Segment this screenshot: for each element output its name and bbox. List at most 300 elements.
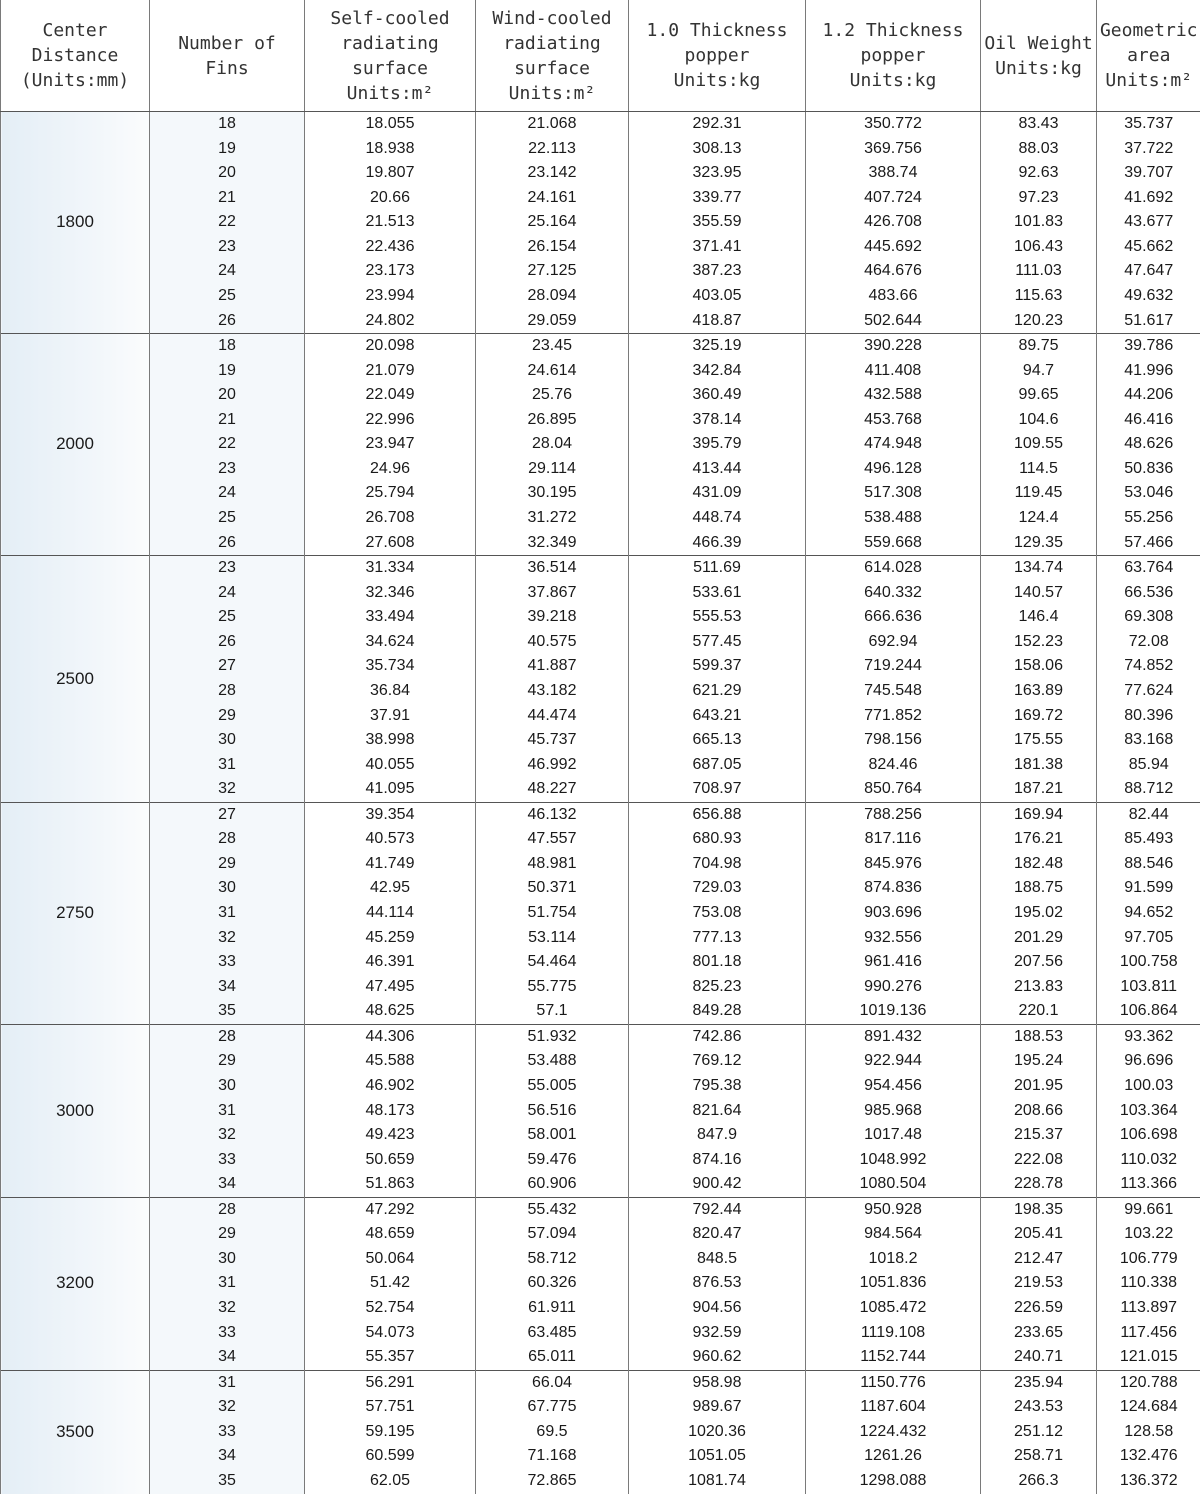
geometric-area-cell: 91.599	[1097, 876, 1200, 901]
oil-weight-cell: 219.53	[981, 1271, 1097, 1296]
oil-weight-cell: 226.59	[981, 1296, 1097, 1321]
table-row	[1, 161, 1200, 186]
table-row	[1, 137, 1200, 162]
thickness-1-0-cell: 680.93	[629, 827, 806, 852]
thickness-1-2-cell: 874.836	[806, 876, 981, 901]
oil-weight-cell: 176.21	[981, 827, 1097, 852]
thickness-1-0-cell: 360.49	[629, 383, 806, 408]
wind-cooled-cell: 24.161	[476, 186, 629, 211]
self-cooled-cell: 57.751	[305, 1395, 476, 1420]
oil-weight-cell: 140.57	[981, 581, 1097, 606]
fins-cell: 33	[150, 1148, 305, 1173]
thickness-1-0-cell: 387.23	[629, 259, 806, 284]
wind-cooled-cell: 27.125	[476, 259, 629, 284]
self-cooled-cell: 51.42	[305, 1271, 476, 1296]
center-distance-cell: 3000	[1, 1024, 150, 1197]
table-row	[1, 630, 1200, 655]
thickness-1-0-cell: 801.18	[629, 950, 806, 975]
fins-cell: 31	[150, 1370, 305, 1395]
self-cooled-cell: 60.599	[305, 1444, 476, 1469]
wind-cooled-cell: 53.488	[476, 1049, 629, 1074]
oil-weight-cell: 188.53	[981, 1024, 1097, 1049]
oil-weight-cell: 243.53	[981, 1395, 1097, 1420]
oil-weight-cell: 258.71	[981, 1444, 1097, 1469]
self-cooled-cell: 44.114	[305, 901, 476, 926]
geometric-area-cell: 51.617	[1097, 309, 1200, 334]
thickness-1-2-cell: 666.636	[806, 605, 981, 630]
self-cooled-cell: 45.588	[305, 1049, 476, 1074]
wind-cooled-cell: 63.485	[476, 1321, 629, 1346]
oil-weight-cell: 88.03	[981, 137, 1097, 162]
table-row	[1, 679, 1200, 704]
fins-cell: 32	[150, 1123, 305, 1148]
oil-weight-cell: 109.55	[981, 432, 1097, 457]
oil-weight-cell: 97.23	[981, 186, 1097, 211]
geometric-area-cell: 53.046	[1097, 481, 1200, 506]
self-cooled-cell: 38.998	[305, 728, 476, 753]
thickness-1-0-cell: 932.59	[629, 1321, 806, 1346]
wind-cooled-cell: 55.775	[476, 975, 629, 1000]
geometric-area-cell: 45.662	[1097, 235, 1200, 260]
thickness-1-2-cell: 432.588	[806, 383, 981, 408]
geometric-area-cell: 50.836	[1097, 457, 1200, 482]
table-row	[1, 284, 1200, 309]
table-row	[1, 1370, 1200, 1395]
wind-cooled-cell: 57.1	[476, 999, 629, 1024]
thickness-1-0-cell: 753.08	[629, 901, 806, 926]
thickness-1-0-cell: 729.03	[629, 876, 806, 901]
thickness-1-0-cell: 777.13	[629, 926, 806, 951]
thickness-1-0-cell: 323.95	[629, 161, 806, 186]
oil-weight-cell: 182.48	[981, 852, 1097, 877]
fins-cell: 26	[150, 309, 305, 334]
thickness-1-0-cell: 292.31	[629, 112, 806, 137]
thickness-1-0-cell: 339.77	[629, 186, 806, 211]
thickness-1-0-cell: 555.53	[629, 605, 806, 630]
wind-cooled-cell: 25.164	[476, 210, 629, 235]
fins-cell: 31	[150, 753, 305, 778]
self-cooled-cell: 59.195	[305, 1420, 476, 1445]
fins-cell: 28	[150, 1197, 305, 1222]
oil-weight-cell: 158.06	[981, 654, 1097, 679]
thickness-1-2-cell: 922.944	[806, 1049, 981, 1074]
fins-cell: 28	[150, 679, 305, 704]
thickness-1-0-cell: 342.84	[629, 359, 806, 384]
thickness-1-2-cell: 985.968	[806, 1099, 981, 1124]
table-row	[1, 728, 1200, 753]
thickness-1-0-cell: 825.23	[629, 975, 806, 1000]
table-row	[1, 704, 1200, 729]
geometric-area-cell: 117.456	[1097, 1321, 1200, 1346]
oil-weight-cell: 195.24	[981, 1049, 1097, 1074]
self-cooled-cell: 25.794	[305, 481, 476, 506]
thickness-1-2-cell: 1119.108	[806, 1321, 981, 1346]
geometric-area-cell: 74.852	[1097, 654, 1200, 679]
fins-cell: 33	[150, 1321, 305, 1346]
header-1-0-thickness: 1.0 Thickness popper Units:kg	[629, 0, 806, 112]
thickness-1-2-cell: 1261.26	[806, 1444, 981, 1469]
self-cooled-cell: 40.573	[305, 827, 476, 852]
table-row	[1, 1247, 1200, 1272]
fins-cell: 22	[150, 432, 305, 457]
oil-weight-cell: 187.21	[981, 777, 1097, 802]
center-distance-cell: 2750	[1, 802, 150, 1024]
thickness-1-0-cell: 1081.74	[629, 1469, 806, 1494]
thickness-1-2-cell: 411.408	[806, 359, 981, 384]
self-cooled-cell: 48.625	[305, 999, 476, 1024]
fins-cell: 25	[150, 506, 305, 531]
fins-cell: 34	[150, 975, 305, 1000]
wind-cooled-cell: 51.932	[476, 1024, 629, 1049]
oil-weight-cell: 233.65	[981, 1321, 1097, 1346]
self-cooled-cell: 48.173	[305, 1099, 476, 1124]
fins-cell: 18	[150, 334, 305, 359]
oil-weight-cell: 101.83	[981, 210, 1097, 235]
thickness-1-2-cell: 614.028	[806, 556, 981, 581]
self-cooled-cell: 44.306	[305, 1024, 476, 1049]
wind-cooled-cell: 67.775	[476, 1395, 629, 1420]
self-cooled-cell: 52.754	[305, 1296, 476, 1321]
thickness-1-2-cell: 407.724	[806, 186, 981, 211]
oil-weight-cell: 120.23	[981, 309, 1097, 334]
geometric-area-cell: 88.546	[1097, 852, 1200, 877]
oil-weight-cell: 104.6	[981, 408, 1097, 433]
self-cooled-cell: 23.994	[305, 284, 476, 309]
oil-weight-cell: 119.45	[981, 481, 1097, 506]
self-cooled-cell: 50.064	[305, 1247, 476, 1272]
oil-weight-cell: 207.56	[981, 950, 1097, 975]
wind-cooled-cell: 45.737	[476, 728, 629, 753]
geometric-area-cell: 124.684	[1097, 1395, 1200, 1420]
wind-cooled-cell: 66.04	[476, 1370, 629, 1395]
header-self-cooled-surface: Self-cooled radiating surface Units:m²	[305, 0, 476, 112]
self-cooled-cell: 45.259	[305, 926, 476, 951]
geometric-area-cell: 106.698	[1097, 1123, 1200, 1148]
thickness-1-0-cell: 413.44	[629, 457, 806, 482]
oil-weight-cell: 266.3	[981, 1469, 1097, 1494]
fins-cell: 26	[150, 531, 305, 556]
table-row	[1, 531, 1200, 556]
table-row	[1, 1074, 1200, 1099]
thickness-1-2-cell: 1018.2	[806, 1247, 981, 1272]
geometric-area-cell: 113.897	[1097, 1296, 1200, 1321]
geometric-area-cell: 103.364	[1097, 1099, 1200, 1124]
fins-cell: 29	[150, 1222, 305, 1247]
table-row	[1, 926, 1200, 951]
thickness-1-2-cell: 824.46	[806, 753, 981, 778]
oil-weight-cell: 152.23	[981, 630, 1097, 655]
geometric-area-cell: 88.712	[1097, 777, 1200, 802]
fins-cell: 33	[150, 950, 305, 975]
fins-cell: 34	[150, 1172, 305, 1197]
thickness-1-0-cell: 876.53	[629, 1271, 806, 1296]
thickness-1-0-cell: 665.13	[629, 728, 806, 753]
thickness-1-0-cell: 371.41	[629, 235, 806, 260]
thickness-1-2-cell: 496.128	[806, 457, 981, 482]
thickness-1-0-cell: 355.59	[629, 210, 806, 235]
self-cooled-cell: 36.84	[305, 679, 476, 704]
wind-cooled-cell: 37.867	[476, 581, 629, 606]
geometric-area-cell: 41.692	[1097, 186, 1200, 211]
oil-weight-cell: 220.1	[981, 999, 1097, 1024]
thickness-1-0-cell: 395.79	[629, 432, 806, 457]
thickness-1-0-cell: 821.64	[629, 1099, 806, 1124]
wind-cooled-cell: 71.168	[476, 1444, 629, 1469]
geometric-area-cell: 39.707	[1097, 161, 1200, 186]
fins-cell: 30	[150, 728, 305, 753]
fins-cell: 24	[150, 259, 305, 284]
fins-cell: 24	[150, 481, 305, 506]
geometric-area-cell: 44.206	[1097, 383, 1200, 408]
wind-cooled-cell: 54.464	[476, 950, 629, 975]
fins-cell: 22	[150, 210, 305, 235]
table-row	[1, 1345, 1200, 1370]
table-row	[1, 950, 1200, 975]
wind-cooled-cell: 58.712	[476, 1247, 629, 1272]
table-row	[1, 334, 1200, 359]
wind-cooled-cell: 53.114	[476, 926, 629, 951]
oil-weight-cell: 208.66	[981, 1099, 1097, 1124]
wind-cooled-cell: 36.514	[476, 556, 629, 581]
center-distance-cell: 3200	[1, 1197, 150, 1370]
self-cooled-cell: 47.495	[305, 975, 476, 1000]
table-row	[1, 876, 1200, 901]
wind-cooled-cell: 26.895	[476, 408, 629, 433]
thickness-1-0-cell: 820.47	[629, 1222, 806, 1247]
fins-cell: 27	[150, 654, 305, 679]
thickness-1-0-cell: 792.44	[629, 1197, 806, 1222]
fins-cell: 18	[150, 112, 305, 137]
table-row	[1, 1321, 1200, 1346]
thickness-1-0-cell: 643.21	[629, 704, 806, 729]
fins-cell: 30	[150, 1247, 305, 1272]
geometric-area-cell: 46.416	[1097, 408, 1200, 433]
geometric-area-cell: 77.624	[1097, 679, 1200, 704]
fins-cell: 31	[150, 1271, 305, 1296]
geometric-area-cell: 94.652	[1097, 901, 1200, 926]
self-cooled-cell: 21.079	[305, 359, 476, 384]
thickness-1-0-cell: 533.61	[629, 581, 806, 606]
self-cooled-cell: 34.624	[305, 630, 476, 655]
wind-cooled-cell: 28.094	[476, 284, 629, 309]
thickness-1-0-cell: 418.87	[629, 309, 806, 334]
geometric-area-cell: 113.366	[1097, 1172, 1200, 1197]
center-distance-cell: 2000	[1, 334, 150, 556]
oil-weight-cell: 106.43	[981, 235, 1097, 260]
oil-weight-cell: 222.08	[981, 1148, 1097, 1173]
oil-weight-cell: 201.95	[981, 1074, 1097, 1099]
geometric-area-cell: 128.58	[1097, 1420, 1200, 1445]
fins-cell: 19	[150, 137, 305, 162]
fins-cell: 29	[150, 704, 305, 729]
thickness-1-0-cell: 958.98	[629, 1370, 806, 1395]
oil-weight-cell: 228.78	[981, 1172, 1097, 1197]
geometric-area-cell: 85.493	[1097, 827, 1200, 852]
thickness-1-0-cell: 847.9	[629, 1123, 806, 1148]
geometric-area-cell: 120.788	[1097, 1370, 1200, 1395]
thickness-1-2-cell: 369.756	[806, 137, 981, 162]
thickness-1-2-cell: 559.668	[806, 531, 981, 556]
fins-cell: 28	[150, 1024, 305, 1049]
thickness-1-2-cell: 350.772	[806, 112, 981, 137]
self-cooled-cell: 39.354	[305, 802, 476, 827]
geometric-area-cell: 49.632	[1097, 284, 1200, 309]
self-cooled-cell: 22.996	[305, 408, 476, 433]
table-row	[1, 259, 1200, 284]
self-cooled-cell: 21.513	[305, 210, 476, 235]
thickness-1-2-cell: 445.692	[806, 235, 981, 260]
wind-cooled-cell: 55.432	[476, 1197, 629, 1222]
thickness-1-2-cell: 788.256	[806, 802, 981, 827]
thickness-1-0-cell: 708.97	[629, 777, 806, 802]
self-cooled-cell: 19.807	[305, 161, 476, 186]
wind-cooled-cell: 31.272	[476, 506, 629, 531]
wind-cooled-cell: 57.094	[476, 1222, 629, 1247]
geometric-area-cell: 72.08	[1097, 630, 1200, 655]
self-cooled-cell: 42.95	[305, 876, 476, 901]
thickness-1-2-cell: 517.308	[806, 481, 981, 506]
table-row	[1, 186, 1200, 211]
table-row	[1, 581, 1200, 606]
thickness-1-0-cell: 621.29	[629, 679, 806, 704]
fins-cell: 23	[150, 556, 305, 581]
header-oil-weight: Oil Weight Units:kg	[981, 0, 1097, 112]
self-cooled-cell: 27.608	[305, 531, 476, 556]
header-number-of-fins: Number of Fins	[150, 0, 305, 112]
thickness-1-2-cell: 1019.136	[806, 999, 981, 1024]
wind-cooled-cell: 28.04	[476, 432, 629, 457]
thickness-1-2-cell: 692.94	[806, 630, 981, 655]
thickness-1-2-cell: 891.432	[806, 1024, 981, 1049]
fins-cell: 24	[150, 581, 305, 606]
thickness-1-2-cell: 464.676	[806, 259, 981, 284]
thickness-1-2-cell: 954.456	[806, 1074, 981, 1099]
thickness-1-0-cell: 989.67	[629, 1395, 806, 1420]
wind-cooled-cell: 60.906	[476, 1172, 629, 1197]
thickness-1-2-cell: 961.416	[806, 950, 981, 975]
geometric-area-cell: 47.647	[1097, 259, 1200, 284]
thickness-1-2-cell: 798.156	[806, 728, 981, 753]
self-cooled-cell: 54.073	[305, 1321, 476, 1346]
self-cooled-cell: 33.494	[305, 605, 476, 630]
table-row	[1, 999, 1200, 1024]
thickness-1-2-cell: 850.764	[806, 777, 981, 802]
oil-weight-cell: 99.65	[981, 383, 1097, 408]
table-row	[1, 383, 1200, 408]
self-cooled-cell: 41.095	[305, 777, 476, 802]
self-cooled-cell: 24.802	[305, 309, 476, 334]
geometric-area-cell: 66.536	[1097, 581, 1200, 606]
header-1-2-thickness: 1.2 Thickness popper Units:kg	[806, 0, 981, 112]
oil-weight-cell: 201.29	[981, 926, 1097, 951]
fins-cell: 34	[150, 1444, 305, 1469]
table-row	[1, 827, 1200, 852]
oil-weight-cell: 212.47	[981, 1247, 1097, 1272]
self-cooled-cell: 32.346	[305, 581, 476, 606]
self-cooled-cell: 22.049	[305, 383, 476, 408]
wind-cooled-cell: 32.349	[476, 531, 629, 556]
fins-cell: 21	[150, 408, 305, 433]
oil-weight-cell: 115.63	[981, 284, 1097, 309]
fins-cell: 30	[150, 1074, 305, 1099]
thickness-1-2-cell: 984.564	[806, 1222, 981, 1247]
geometric-area-cell: 35.737	[1097, 112, 1200, 137]
wind-cooled-cell: 46.132	[476, 802, 629, 827]
wind-cooled-cell: 58.001	[476, 1123, 629, 1148]
wind-cooled-cell: 43.182	[476, 679, 629, 704]
wind-cooled-cell: 72.865	[476, 1469, 629, 1494]
self-cooled-cell: 37.91	[305, 704, 476, 729]
self-cooled-cell: 18.938	[305, 137, 476, 162]
fins-cell: 34	[150, 1345, 305, 1370]
thickness-1-2-cell: 1152.744	[806, 1345, 981, 1370]
oil-weight-cell: 215.37	[981, 1123, 1097, 1148]
table-row	[1, 506, 1200, 531]
fins-cell: 32	[150, 926, 305, 951]
oil-weight-cell: 169.72	[981, 704, 1097, 729]
fins-cell: 32	[150, 1296, 305, 1321]
table-row	[1, 901, 1200, 926]
thickness-1-0-cell: 848.5	[629, 1247, 806, 1272]
geometric-area-cell: 121.015	[1097, 1345, 1200, 1370]
header-row	[1, 0, 1200, 112]
center-distance-cell: 3500	[1, 1370, 150, 1493]
thickness-1-0-cell: 308.13	[629, 137, 806, 162]
self-cooled-cell: 50.659	[305, 1148, 476, 1173]
thickness-1-2-cell: 903.696	[806, 901, 981, 926]
fins-cell: 21	[150, 186, 305, 211]
thickness-1-0-cell: 769.12	[629, 1049, 806, 1074]
thickness-1-0-cell: 577.45	[629, 630, 806, 655]
self-cooled-cell: 46.902	[305, 1074, 476, 1099]
geometric-area-cell: 37.722	[1097, 137, 1200, 162]
geometric-area-cell: 93.362	[1097, 1024, 1200, 1049]
wind-cooled-cell: 47.557	[476, 827, 629, 852]
self-cooled-cell: 31.334	[305, 556, 476, 581]
fins-cell: 31	[150, 1099, 305, 1124]
geometric-area-cell: 106.864	[1097, 999, 1200, 1024]
table-row	[1, 1099, 1200, 1124]
thickness-1-0-cell: 900.42	[629, 1172, 806, 1197]
table-row	[1, 975, 1200, 1000]
oil-weight-cell: 205.41	[981, 1222, 1097, 1247]
table-row	[1, 235, 1200, 260]
wind-cooled-cell: 59.476	[476, 1148, 629, 1173]
oil-weight-cell: 240.71	[981, 1345, 1097, 1370]
geometric-area-cell: 136.372	[1097, 1469, 1200, 1494]
table-row	[1, 753, 1200, 778]
geometric-area-cell: 99.661	[1097, 1197, 1200, 1222]
geometric-area-cell: 63.764	[1097, 556, 1200, 581]
geometric-area-cell: 80.396	[1097, 704, 1200, 729]
table-row	[1, 1172, 1200, 1197]
wind-cooled-cell: 26.154	[476, 235, 629, 260]
self-cooled-cell: 20.098	[305, 334, 476, 359]
header-geometric-area: Geometric area Units:m²	[1097, 0, 1200, 112]
thickness-1-0-cell: 795.38	[629, 1074, 806, 1099]
oil-weight-cell: 92.63	[981, 161, 1097, 186]
wind-cooled-cell: 48.981	[476, 852, 629, 877]
table-row	[1, 1123, 1200, 1148]
geometric-area-cell: 85.94	[1097, 753, 1200, 778]
oil-weight-cell: 83.43	[981, 112, 1097, 137]
self-cooled-cell: 41.749	[305, 852, 476, 877]
self-cooled-cell: 22.436	[305, 235, 476, 260]
table-row	[1, 852, 1200, 877]
thickness-1-0-cell: 325.19	[629, 334, 806, 359]
wind-cooled-cell: 29.059	[476, 309, 629, 334]
oil-weight-cell: 163.89	[981, 679, 1097, 704]
